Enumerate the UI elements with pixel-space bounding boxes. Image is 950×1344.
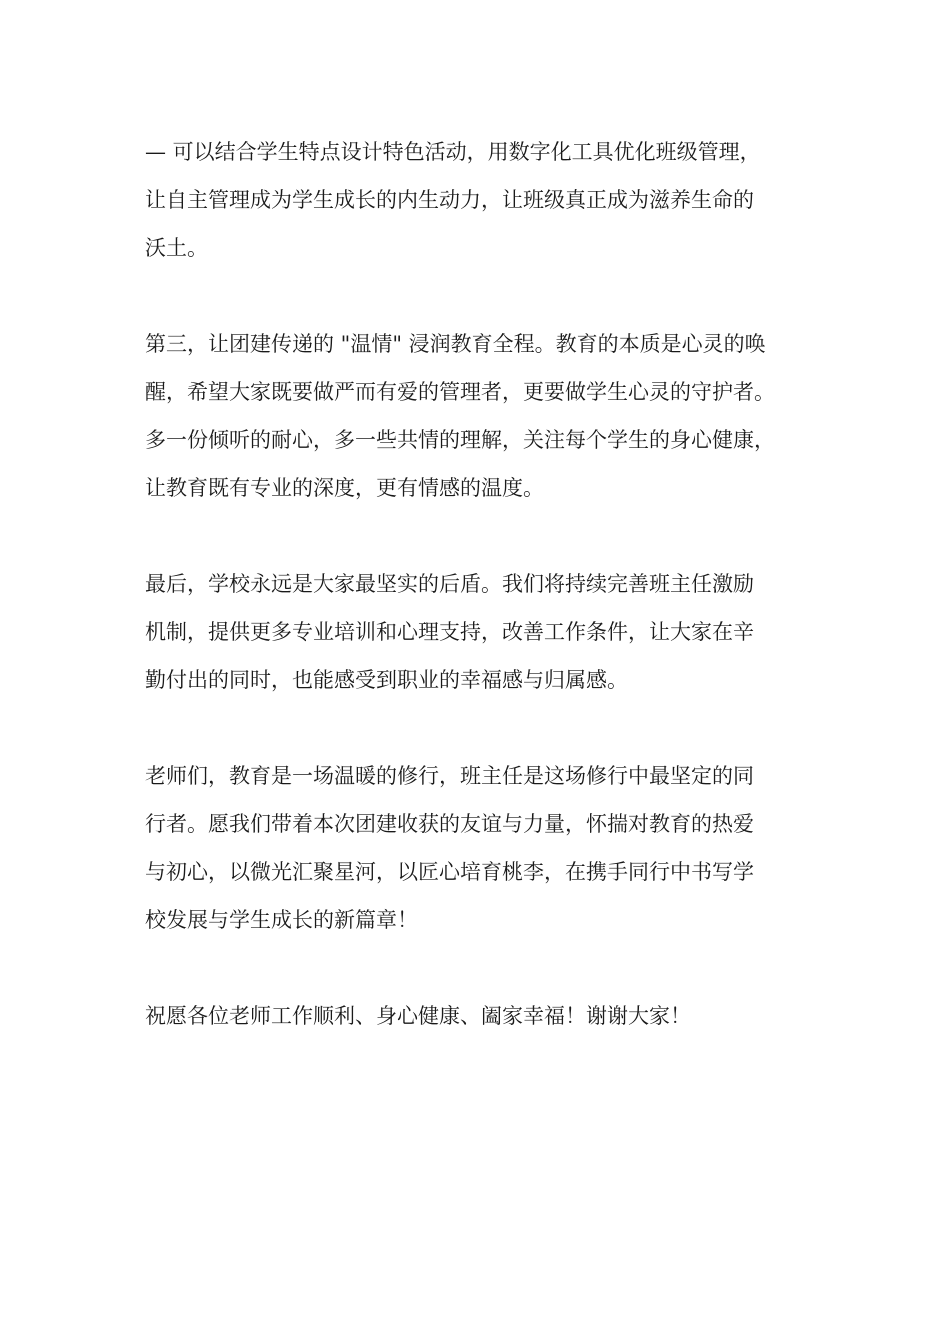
text-line: 醒，希望大家既要做严而有爱的管理者，更要做学生心灵的守护者。	[145, 380, 775, 404]
document-body	[145, 128, 825, 1088]
text-line: 多一份倾听的耐心，多一些共情的理解，关注每个学生的身心健康，	[145, 428, 775, 452]
text-line: 机制，提供更多专业培训和心理支持，改善工作条件，让大家在辛	[145, 620, 754, 644]
text-line: 祝愿各位老师工作顺利、身心健康、阖家幸福！谢谢大家！	[145, 1004, 691, 1028]
text-line: 第三，让团建传递的 "温情" 浸润教育全程。教育的本质是心灵的唤	[145, 332, 766, 356]
text-line: 让自主管理成为学生成长的内生动力，让班级真正成为滋养生命的	[145, 188, 754, 212]
paragraph-blessing	[145, 992, 825, 1040]
text-line: — 可以结合学生特点设计特色活动，用数字化工具优化班级管理，	[145, 140, 761, 164]
text-line: 沃土。	[145, 236, 208, 260]
paragraph-continuation	[145, 128, 825, 272]
text-line: 校发展与学生成长的新篇章！	[145, 908, 418, 932]
text-line: 最后，学校永远是大家最坚实的后盾。我们将持续完善班主任激励	[145, 572, 754, 596]
text-line: 与初心，以微光汇聚星河，以匠心培育桃李，在携手同行中书写学	[145, 860, 754, 884]
text-line: 勤付出的同时，也能感受到职业的幸福感与归属感。	[145, 668, 628, 692]
paragraph-third-point	[145, 320, 825, 512]
text-line: 老师们，教育是一场温暖的修行，班主任是这场修行中最坚定的同	[145, 764, 754, 788]
paragraph-closing	[145, 752, 825, 944]
paragraph-final-point	[145, 560, 825, 704]
text-line: 让教育既有专业的深度，更有情感的温度。	[145, 476, 544, 500]
text-line: 行者。愿我们带着本次团建收获的友谊与力量，怀揣对教育的热爱	[145, 812, 754, 836]
